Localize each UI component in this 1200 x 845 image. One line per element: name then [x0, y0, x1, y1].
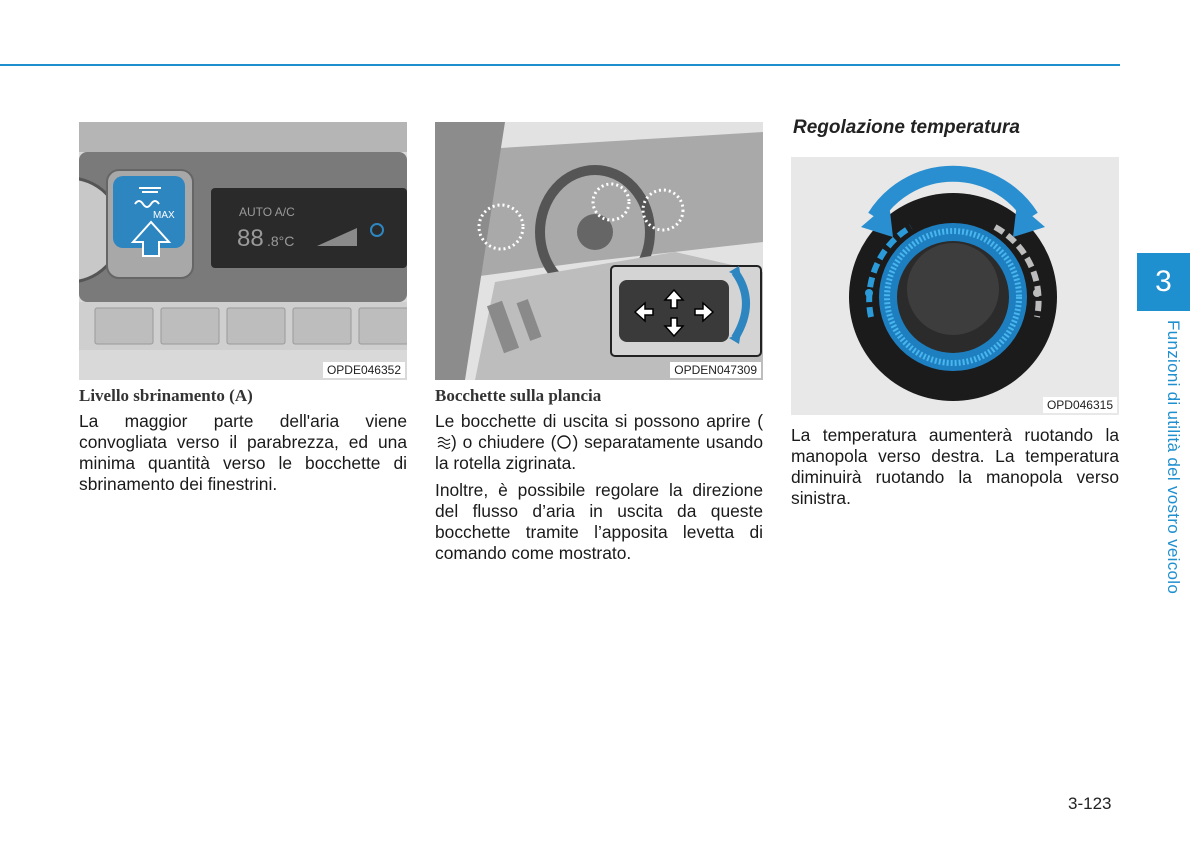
dashboard-vents-figure — [435, 122, 763, 380]
header-rule — [0, 64, 1120, 66]
body-vents-open-close — [435, 411, 763, 474]
vent-closed-icon — [556, 434, 572, 450]
caption-defrost: Livello sbrinamento (A) — [79, 386, 253, 405]
figure-code: OPDEN047309 — [670, 362, 761, 378]
climate-panel-illustration — [79, 122, 407, 380]
column-temperature — [791, 117, 1119, 509]
chapter-title: Funzioni di utilità del vostro veicolo — [1164, 320, 1183, 595]
caption-dash-vents: Bocchette sulla plancia — [435, 386, 602, 405]
text-open-prefix: Le bocchette di uscita si possono aprire ( — [435, 411, 763, 431]
display-temp: 88 — [237, 225, 264, 252]
vent-open-icon — [435, 434, 451, 450]
text-close-suffix: ) separatamente usando la rotella zigrinata. — [435, 432, 763, 473]
display-mode: AUTO A/C — [239, 205, 295, 219]
body-defrost: La maggior parte dell'aria viene convogliata verso il parabrezza, ed una minima quantità verso le bocchette di sbrinamento dei finestrini. — [79, 411, 407, 494]
dashboard-illustration — [435, 122, 763, 380]
figure-code: OPDE046352 — [323, 362, 405, 378]
body-temperature: La temperatura aumenterà ruotando la manopola verso destra. La temperatura diminuirà ruotando la manopola verso sinistra. — [791, 425, 1119, 508]
column-defrost — [79, 122, 407, 495]
section-heading: Regolazione temperatura — [793, 117, 1020, 138]
figure-code: OPD046315 — [1043, 397, 1117, 413]
defrost-panel-figure — [79, 122, 407, 380]
text-close-prefix: ) o chiudere ( — [451, 432, 557, 452]
temperature-knob-illustration — [791, 157, 1119, 415]
page-number: 3-123 — [1068, 794, 1112, 813]
display-unit: .8°C — [267, 233, 295, 249]
body-vents-direction: Inoltre, è possibile regolare la direzione del flusso d’aria in uscita da queste bocchette tramite l’apposita levetta di comando come mostrato. — [435, 480, 763, 563]
column-dash-vents — [435, 122, 763, 564]
max-label: MAX — [153, 210, 175, 221]
temperature-knob-figure — [791, 157, 1119, 415]
chapter-number-tab: 3 — [1137, 253, 1190, 311]
